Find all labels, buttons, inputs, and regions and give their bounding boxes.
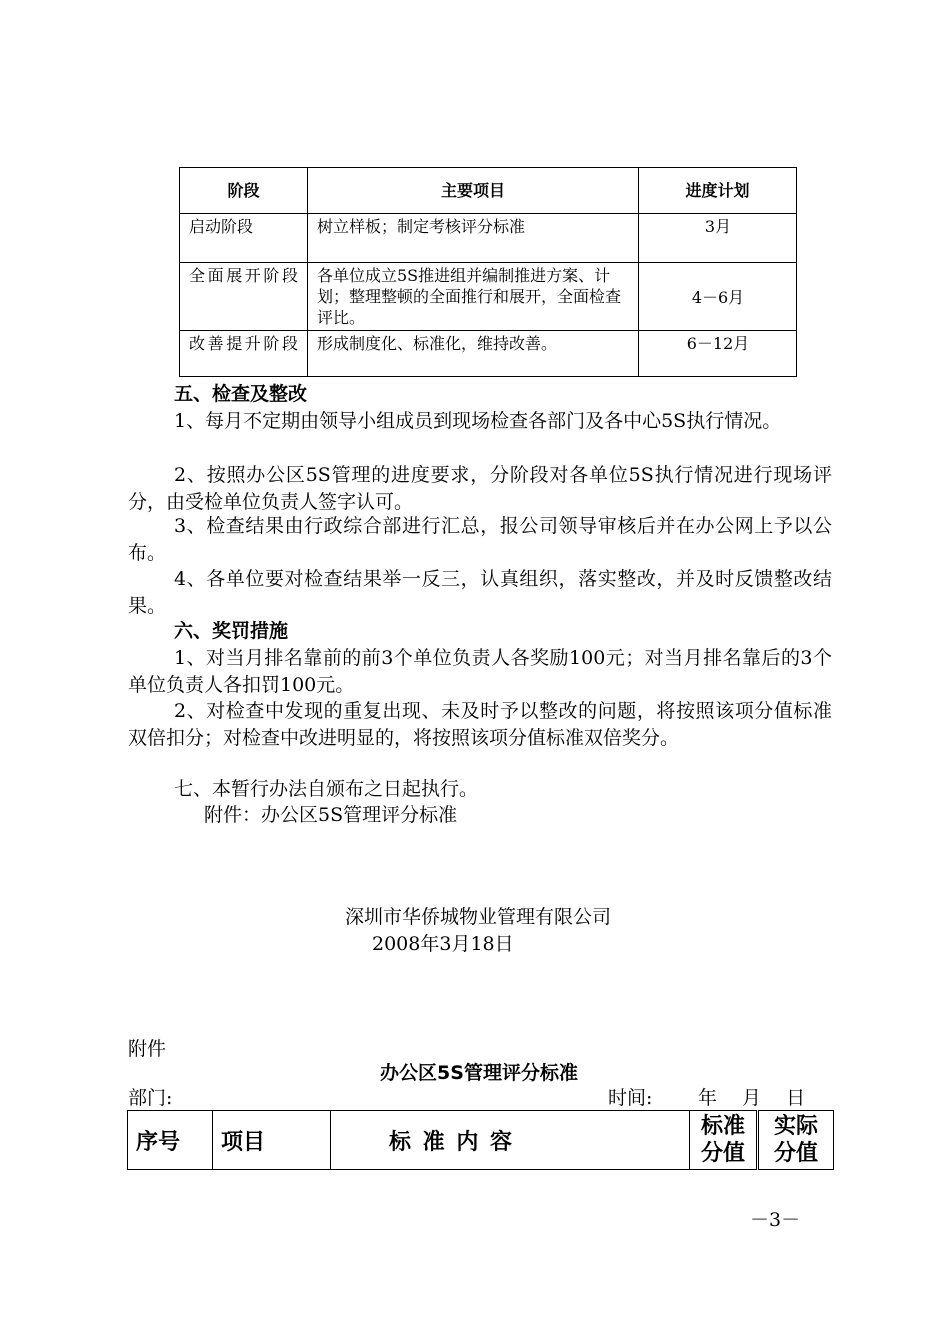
date-blanks: 年 月 日 [698,1087,806,1109]
header-std-score-line1: 标准 [700,1114,745,1139]
section-heading: 六、奖罚措施 [174,620,289,642]
paragraph: 2、按照办公区5S管理的进度要求，分阶段对各单位5S执行情况进行现场评分，由受检单位负责人签字认可。 [128,464,832,513]
plan-cell: 6－12月 [639,331,797,377]
section-heading: 五、检查及整改 [174,383,308,405]
stage-table-header [180,168,797,214]
page-number: －3－ [750,1209,801,1231]
plan-cell: 4－6月 [639,263,797,331]
score-table-header [128,1111,834,1170]
header-item: 项目 [213,1111,331,1170]
header-stage: 阶段 [180,168,308,214]
items-cell: 各单位成立5S推进组并编制推进方案、计划；整理整顿的全面推行和展开，全面检查评比。 [308,263,639,331]
stage-cell: 改善提升阶段 [180,331,308,377]
attachment-note: 附件：办公区5S管理评分标准 [204,804,458,826]
table-row [180,331,797,377]
header-act-score-line1: 实际 [773,1114,818,1139]
stage-table [179,167,797,377]
stage-cell: 启动阶段 [180,214,308,263]
header-act-score [758,1111,834,1170]
items-cell: 树立样板；制定考核评分标准 [308,214,639,263]
time-label: 时间: [608,1087,653,1109]
paragraph: 2、对检查中发现的重复出现、未及时予以整改的问题，将按照该项分值标准双倍扣分；对检查中改进明显的，将按照该项分值标准双倍奖分。 [128,700,832,749]
appendix-title: 办公区5S管理评分标准 [380,1062,578,1084]
table-row [180,214,797,263]
header-std-score-line2: 分值 [700,1141,745,1166]
table-row [180,263,797,331]
paragraph: 1、每月不定期由领导小组成员到现场检查各部门及各中心5S执行情况。 [174,410,782,432]
header-plan: 进度计划 [639,168,797,214]
stage-cell: 全面展开阶段 [180,263,308,331]
paragraph: 1、对当月排名靠前的前3个单位负责人各奖励100元；对当月排名靠后的3个单位负责人各扣罚100元。 [128,647,832,696]
paragraph: 3、检查结果由行政综合部进行汇总，报公司领导审核后并在办公网上予以公布。 [128,515,832,564]
items-cell: 形成制度化、标准化，维持改善。 [308,331,639,377]
paragraph: 4、各单位要对检查结果举一反三，认真组织，落实整改，并及时反馈整改结果。 [128,568,832,617]
header-content: 标 准 内 容 [331,1111,690,1170]
company-name: 深圳市华侨城物业管理有限公司 [345,906,612,928]
signature-date: 2008年3月18日 [372,933,514,955]
appendix-label: 附件 [128,1038,167,1060]
header-std-score [690,1111,758,1170]
dept-label: 部门: [128,1087,173,1109]
header-no: 序号 [128,1111,213,1170]
plan-cell: 3月 [639,214,797,263]
header-items: 主要项目 [308,168,639,214]
score-table [127,1110,834,1170]
header-act-score-line2: 分值 [773,1141,818,1166]
paragraph: 七、本暂行办法自颁布之日起执行。 [174,778,479,800]
